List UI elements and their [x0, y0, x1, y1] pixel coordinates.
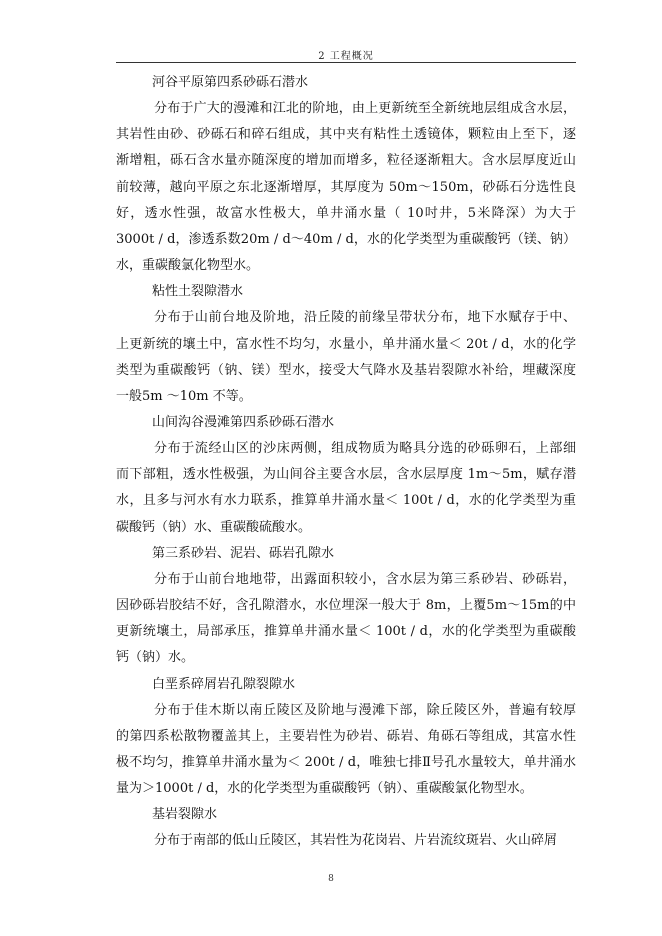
- paragraph-line: 前较薄，越向平原之东北逐渐增厚，其厚度为 50m～150m，砂砾石分选性良: [116, 179, 576, 195]
- paragraph-line: 的第四系松散物覆盖其上，主要岩性为砂岩、砾岩、角砾石等组成，其富水性: [116, 728, 576, 744]
- paragraph-line: 其岩性由砂、砂砾石和碎石组成，其中夹有粘性土透镜体，颗粒由上至下，逐: [116, 127, 576, 143]
- paragraph-line: 更新统壤土，局部承压，推算单井涌水量＜ 100t / d，水的化学类型为重碳酸: [116, 624, 576, 640]
- paragraph-line: 碳酸钙（钠）水、重碳酸硫酸水。: [116, 519, 312, 535]
- section-heading: 粘性土裂隙潜水: [152, 284, 244, 300]
- paragraph-line: 一般5m ～10m 不等。: [116, 388, 252, 404]
- section-heading: 山间沟谷漫滩第四系砂砾石潜水: [152, 415, 335, 431]
- paragraph-line: 分布于山前台地及阶地，沿丘陵的前缘呈带状分布，地下水赋存于中、: [154, 310, 576, 326]
- paragraph-line: 分布于佳木斯以南丘陵区及阶地与漫滩下部，除丘陵区外，普遍有较厚: [154, 702, 576, 718]
- section-heading: 第三系砂岩、泥岩、砾岩孔隙水: [152, 545, 335, 561]
- running-header: 2 工程概况: [318, 51, 374, 62]
- paragraph-line: 而下部粗，透水性极强，为山间谷主要含水层，含水层厚度 1m～5m，赋存潜: [116, 467, 576, 483]
- paragraph-line: 水，且多与河水有水力联系，推算单井涌水量＜ 100t / d，水的化学类型为重: [116, 493, 576, 509]
- document-body: [116, 70, 576, 855]
- paragraph-line: 水，重碳酸氯化物型水。: [116, 258, 260, 274]
- paragraph-line: 极不均匀，推算单井涌水量为＜ 200t / d，唯独七排Ⅱ号孔水量较大，单井涌水: [116, 754, 576, 770]
- paragraph-line: 分布于流经山区的沙床两侧，组成物质为略具分选的砂砾卵石，上部细: [154, 441, 576, 457]
- paragraph-line: 好，透水性强，故富水性极大，单井涌水量（ 10吋井，5米降深）为大于: [116, 205, 576, 221]
- paragraph-line: 因砂砾岩胶结不好，含孔隙潜水，水位埋深一般大于 8m，上覆5m～15m的中: [116, 598, 576, 613]
- section-heading: 白垩系碎屑岩孔隙裂隙水: [152, 676, 296, 692]
- paragraph-line: 分布于南部的低山丘陵区，其岩性为花岗岩、片岩流纹斑岩、火山碎屑: [154, 833, 558, 849]
- paragraph-line: 类型为重碳酸钙（钠、镁）型水，接受大气降水及基岩裂隙水补给，埋藏深度: [116, 362, 576, 378]
- paragraph-line: 上更新统的壤土中，富水性不均匀，水量小，单井涌水量＜ 20t / d，水的化学: [116, 336, 576, 352]
- paragraph-line: 钙（钠）水。: [116, 650, 195, 666]
- paragraph-line: 3000t / d，渗透系数20m / d～40m / d，水的化学类型为重碳酸钙（镁、钠）: [116, 231, 576, 247]
- section-heading: 河谷平原第四系砂砾石潜水: [152, 75, 309, 90]
- header-divider: [116, 62, 576, 63]
- paragraph-line: 量为＞1000t / d，水的化学类型为重碳酸钙（钠）、重碳酸氯化物型水。: [116, 781, 533, 797]
- paragraph-line: 分布于广大的漫滩和江北的阶地，由上更新统至全新统地层组成含水层，: [154, 101, 576, 116]
- paragraph-line: 分布于山前台地地带，出露面积较小，含水层为第三系砂岩、砂砾岩，: [154, 571, 576, 587]
- paragraph-line: 渐增粗，砾石含水量亦随深度的增加而增多，粒径逐渐粗大。含水层厚度近山: [116, 153, 576, 169]
- page-number: 8: [328, 874, 334, 884]
- section-heading: 基岩裂隙水: [152, 807, 218, 823]
